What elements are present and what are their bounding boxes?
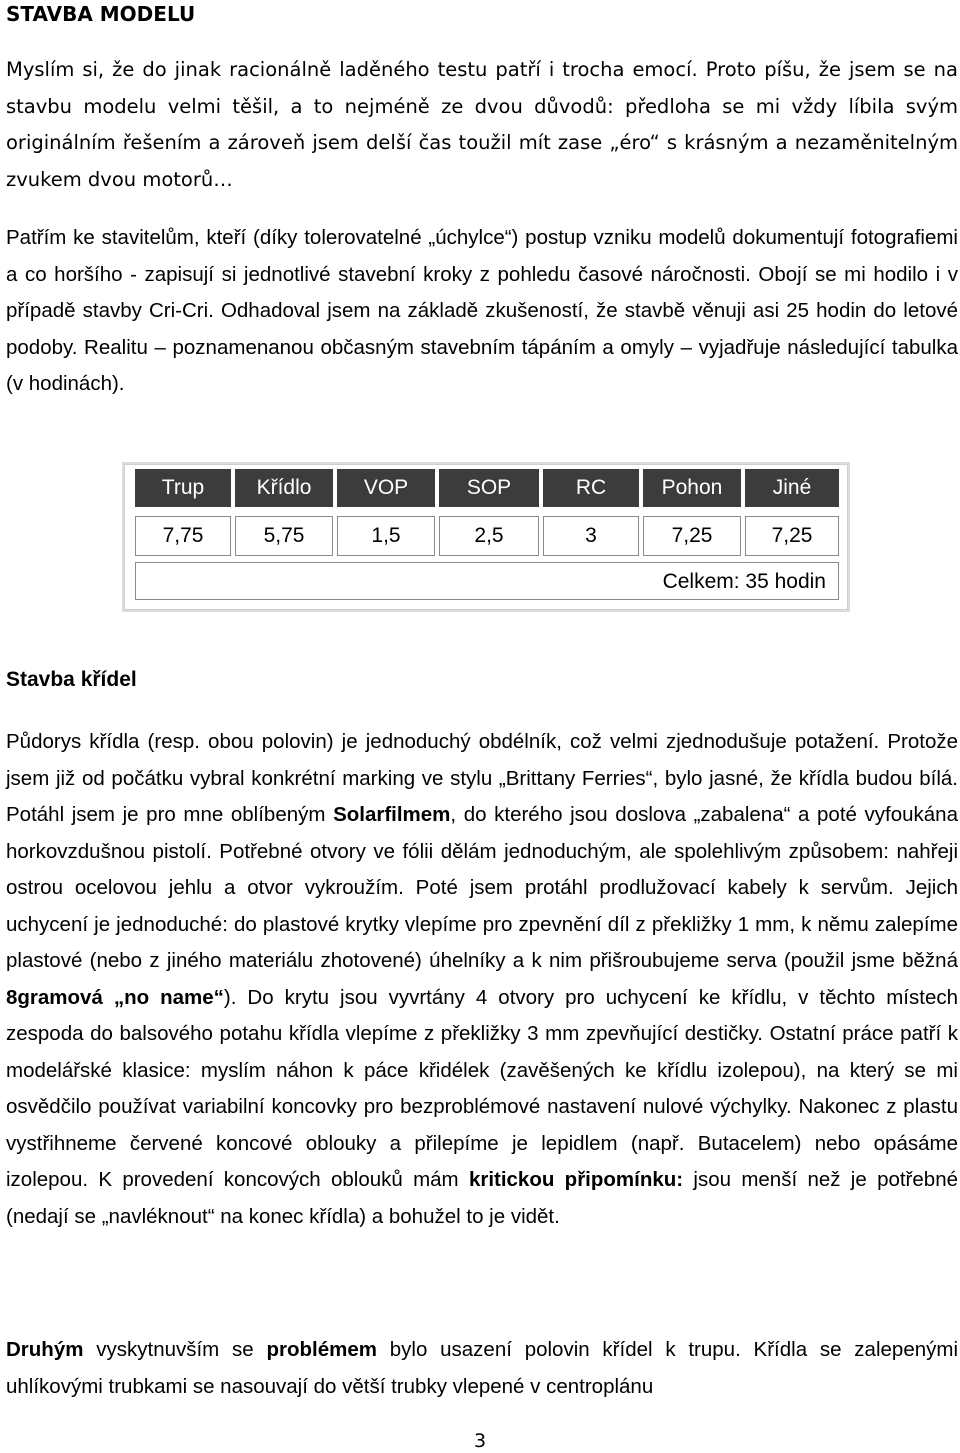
table-value-cell: 1,5 xyxy=(337,516,435,556)
bold-text: Druhým xyxy=(6,1338,84,1361)
table-header-cell: Trup xyxy=(135,469,231,507)
table-value-cell: 3 xyxy=(543,516,639,556)
table-header-cell: VOP xyxy=(337,469,435,507)
table-header-cell: RC xyxy=(543,469,639,507)
table-header-cell: Křídlo xyxy=(235,469,333,507)
bold-text: Solarfilmem xyxy=(333,803,451,826)
table-total-cell: Celkem: 35 hodin xyxy=(135,562,839,600)
text-run: bylo usazení polovin křídel k trupu. Křídla se zalepenými uhlíkovými trubkami se nasouvají do větší trubky vlepené v centroplánu xyxy=(6,1338,958,1398)
table-value-cell: 5,75 xyxy=(235,516,333,556)
wing-fitting-paragraph xyxy=(6,1332,958,1405)
intro-paragraph: Myslím si, že do jinak racionálně laděného testu patří i trocha emocí. Proto píšu, že jsem se na stavbu modelu velmi těšil, a to nejméně ze dvou důvodů: předloha se mi vždy líbila svým originálním řešením a zároveň jsem delší čas toužil mít zase „éro“ s krásným a nezaměnitelným zvukem dvou motorů… xyxy=(6,58,958,191)
section-heading: Stavba křídel xyxy=(6,668,137,691)
wing-paragraph xyxy=(6,724,958,1235)
text-run: Půdorys křídla (resp. obou polovin) je jednoduchý obdélník, což velmi zjednodušuje potažení. Protože jsem již od počátku vybral konkrétní marking ve stylu „Brittany Ferries“, bylo jasné, že křídla budou bílá. Potáhl jsem je pro mne oblíbeným xyxy=(6,730,958,826)
table-header-cell: Jiné xyxy=(745,469,839,507)
table-header-cell: Pohon xyxy=(643,469,741,507)
page-heading: STAVBA MODELU xyxy=(6,2,196,26)
bold-text: problémem xyxy=(266,1338,377,1361)
bold-text: 8gramová „no name“ xyxy=(6,985,224,1009)
page-number: 3 xyxy=(474,1430,487,1452)
text-run: vyskytnuvším se xyxy=(83,1338,267,1361)
text-run: ). Do krytu jsou vyvrtány 4 otvory pro uchycení ke křídlu, v těchto místech zespoda do balsového potahu křídla vlepíme z překližky 3 mm zpevňující destičky. Ostatní práce patří k modelářské klasice: myslím náhon k páce křidélek (zavěšených ke křídlu izolepou), na který se mi osvědčilo používat variabilní koncovky pro bezproblémové nastavení nulové výchylky. Nakonec z plastu vystřihneme červené koncové oblouky a přilepíme je lepidlem (např. Butacelem) nebo opásáme izolepou. K provedení koncových oblouků mám xyxy=(6,985,959,1191)
bold-text: kritickou připomínku: xyxy=(468,1168,684,1191)
text-run: , do kterého jsou doslova „zabalena“ a poté vyfoukána horkovzdušnou pistolí. Potřebné otvory ve fólii dělám jednoduchým, ale spolehlivým způsobem: nahřeji ostrou ocelovou jehlu a otvor vykroužím. Poté jsem protáhl prodlužovací kabely k servům. Jejich uchycení je jednoduché: do plastové krytky vlepíme pro zpevnění díl z překližky 1 mm, k němu zalepíme plastové (nebo z jiného materiálu zhotovené) úhelníky a k nim přišroubujeme serva (použil jsme běžná xyxy=(6,803,958,972)
construction-time-paragraph: Patřím ke stavitelům, kteří (díky tolerovatelné „úchylce“) postup vzniku modelů dokumentují fotografiemi a co horšího - zapisují si jednotlivé stavební kroky z pohledu časové náročnosti. Obojí se mi hodilo i v případě stavby Cri-Cri. Odhadoval jsem na základě zkušeností, že stavbě věnuji asi 25 hodin do letové podoby. Realitu – poznamenanou občasným stavebním tápáním a omyly – vyjadřuje následující tabulka (v hodinách). xyxy=(6,226,958,395)
table-value-cell: 7,75 xyxy=(135,516,231,556)
text-run: jsou menší než je potřebné (nedají se „navléknout“ na konec křídla) a bohužel to je vidět. xyxy=(6,1168,958,1228)
table-header-cell: SOP xyxy=(439,469,539,507)
build-time-table xyxy=(124,464,848,610)
table-value-cell: 7,25 xyxy=(643,516,741,556)
table-value-cell: 2,5 xyxy=(439,516,539,556)
table-value-cell: 7,25 xyxy=(745,516,839,556)
